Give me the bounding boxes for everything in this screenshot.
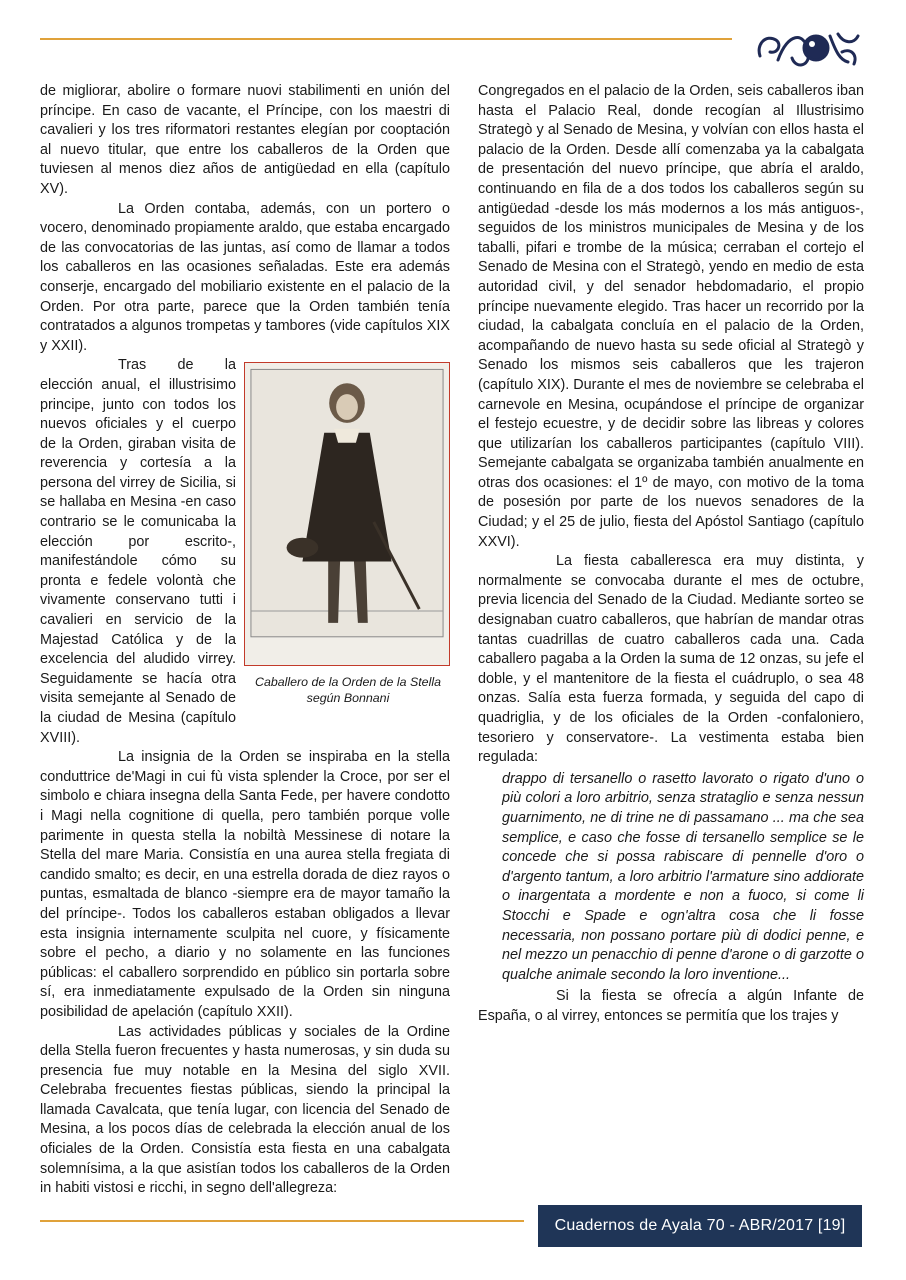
left-paragraph-1: de migliorar, abolire o formare nuovi stabilimenti en unión del príncipe. En caso de vacante, el Príncipe, con los maestri di cavalieri y los tres riformatori restantes elegían por cooptación al nuevo titular, que entre los caballeros de la Orden que tuviesen al menos diez años de antigüedad en ella (capítulo XV). <box>40 83 450 197</box>
right-column <box>478 82 864 1027</box>
figure <box>244 362 452 706</box>
right-paragraph-3: Si la fiesta se ofrecía a algún Infante de España, o al virrey, entonces se permitía que los trajes y <box>478 988 864 1024</box>
footer-text: Cuadernos de Ayala 70 - ABR/2017 [19] <box>554 1217 846 1234</box>
right-paragraph-2: La fiesta caballeresca era muy distinta, y normalmente se convocaba durante el mes de octubre, previa licencia del Senado de la Ciudad. Mediante sorteo se designaban cuatro caballeros, que habrían de mandar otras tantas cuadrillas de cuatro caballeros cada una. Cada caballero pagaba a la Orden la suma de 12 onzas, su jefe el doble, y el mantenitore de la fiesta el cuádruplo, o sea 48 onzas. Salía esta fuerza formada, y seguida del capo di quadriglia, y de los oficiales de la Orden -confaloniero, tesoriero y conservatore-. La vestimenta estaba bien regulada: <box>478 553 864 766</box>
left-paragraph-3: Tras de la elección anual, el illustrisimo principe, junto con todos los nuevos oficiales y el cuerpo de la Orden, giraban visita de reverencia y cortesía a la persona del virrey de Sicilia, si se hallaba en Mesina -en caso contrario se le comunicaba la elección por escrito-, manifestándole cómo su pronta e fedele volontà che vivamente conservano tutti i cavalieri en servicio de la Majestad Católica y de la excelencia del aludido virrey. Seguidamente se hacía otra visita semejante al Senado de la ciudad de Mesina (capítulo XVIII). <box>40 357 236 746</box>
left-paragraph-4: La insignia de la Orden se inspiraba en la stella conduttrice de'Magi in cui fù vista splender la Croce, por ser el simbolo e chiara insegna della Santa Fede, per havere condotto i Magi nella cognitione di quella, pero también porque volle parimente in questa stella la nobiltà Messinese di notare la Stella del mare Maria. Consistía en una aurea stella fregiata di candido smalto; es decir, en una estrella dorada de diez rayos o puntas, esmaltada de blanco -siempre era de mayor tamaño la del príncipe-. Todos los caballeros estaban obligados a llevar esta insignia internamente sculpita nel cuore, y físicamente sobre el pecho, a diario y no solamente en las funciones públicas: el caballero sorprendido en público sin portarla sobre sí, era inmediatamente expulsado de la Orden sin ninguna posibilidad de apelación (capítulo XXII). <box>40 749 450 1020</box>
left-paragraph-2: La Orden contaba, además, con un portero o vocero, denominado propiamente araldo, que estaba encargado de las convocatorias de las juntas, así como de llamar a todos los caballeros en las ocasiones señaladas. Este era además conserje, encargado del mobiliario existente en el palacio de la Orden. Por otra parte, parece que la Orden también tenía contratados a algunos trompetas y tambores (vide capítulos XIX y XXII). <box>40 200 450 354</box>
block-quote: drappo di tersanello o rasetto lavorato o rigato d'uno o più colori a loro arbitrio, senza strataglio e senza nessun guarnimento, ne di trine ne di passamano ... ma che sea semplice, e caso che fosse di tersanello semplice se le concede che si possa rabiscare di pennelle d'oro o d'argento tantum, a loro arbitrio l'armature sino addiorate o inargentata a mordente e non a fuoco, si come li Stocchi e Spade e ogn'altra cosa che li fosse necessaria, non possano portare più di dodici penne, e nel mezzo un penacchio di penne d'arone o di garzotte o qualche animale secondo la loro inventione... <box>502 770 864 983</box>
left-column <box>40 82 450 1199</box>
header-rule <box>40 38 732 40</box>
ornamental-monogram-icon <box>752 22 864 76</box>
footer-banner <box>538 1205 862 1247</box>
left-paragraph-5: Las actividades públicas y sociales de la Ordine della Stella fueron frecuentes y hasta numerosas, y sin duda su presencia fue muy notable en la Mesina del siglo XVII. Celebraba frecuentes fiestas públicas, siendo la principal la llamada Cavalcata, que tenía lugar, con licencia del Senado de Mesina, a los pocos días de celebrada la elección anual de los oficiales de la Orden. Consistía esta fiesta en una cabalgata solemnísima, a la que asistían todos los caballeros de la Orden in habiti vistosi e ricchi, in segno dell'allegreza: <box>40 1023 450 1197</box>
footer-rule <box>40 1220 524 1222</box>
figure-caption: Caballero de la Orden de la Stella según Bonnani <box>255 675 441 706</box>
knight-engraving-image <box>244 362 450 666</box>
right-paragraph-1: Congregados en el palacio de la Orden, seis caballeros iban hasta el Palacio Real, donde recogían al Illustrisimo Strategò y al Senado de Mesina, y volvían con ellos hasta el palacio de la Orden. Desde allí comenzaba ya la cabalgata de presentación del nuevo príncipe, que abría el araldo, continuando en fila de a dos todos los caballeros según su antigüedad -desde los más modernos a los más antiguos-, seguidos de los ministros municipales de Mesina y de los taballi, pifari e trombe de la música; cerraban el cortejo el Senado de Mesina con el Strategò, yendo en medio de esta autoridad civil, y del senador hebdomadario, el propio príncipe nuevamente elegido. Tras hacer un recorrido por la ciudad, la cabalgata concluía en el palacio de la Orden, acompañando de nuevo hasta su sede oficial al Strategò y Senado los mismos seis caballeros que les trajeron (capítulo XIX). Durante el mes de noviembre se celebraba el carnevole en Mesina, ocupándose el príncipe de organizar el festejo ecuestre, y de decidir sobre las libreas y colores que utilizarían los caballeros participantes (capítulo VIII). Semejante cabalgata se organizaba también anualmente en otras dos ocasiones: el 1º de mayo, con motivo de la toma de posesión por parte de los nuevos senadores de la Ciudad; y el 25 de julio, fiesta del Apóstol Santiago (capítulo XXVI). <box>478 83 864 550</box>
